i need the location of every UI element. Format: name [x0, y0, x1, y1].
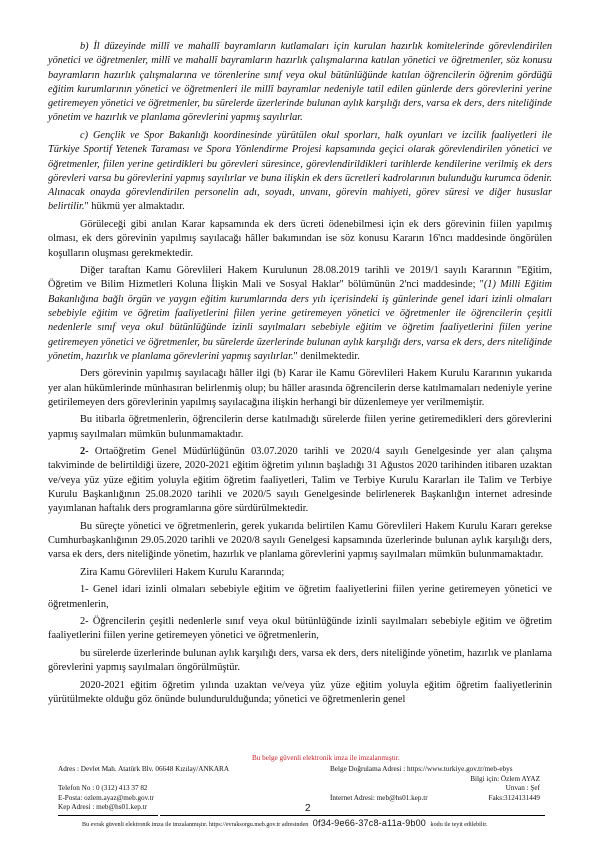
section-number: 2-: [80, 446, 89, 458]
paragraph-text: Diğer taraftan Kamu Görevlileri Hakem Kurulunun 28.08.2019 tarihli ve 2019/1 sayılı Kararının "Eğitim, Öğretim ve Bilim Hizmetleri Koluna İlişkin Mali ve Sosyal Haklar" bölümünün 2'nci maddesinde; ": [48, 265, 552, 291]
fax: Faks:3124131449: [488, 793, 540, 802]
paragraph-2020-2021: 2020-2021 eğitim öğretim yılında uzaktan ve/veya yüz yüze eğitim yoluyla eğitim öğretim faaliyetlerinin yürütülmekte olduğu göz önünde bulundurulduğunda; yönetici ve öğretmenlerin genel: [48, 679, 552, 706]
list-item-1: 1- Genel idari izinli olmaları sebebiyle eğitim ve öğretim faaliyetlerini fiilen yerine getiremeyen yönetici ve öğretmenlerin,: [48, 584, 552, 610]
list-item-2: 2- Öğrencilerin çeşitli nedenlerle sınıf veya okul bütünlüğünde izinli sayılmaları sebebiyle eğitim ve öğretim faaliyetlerini fiilen yerine getiremeyen yönetici ve öğretmenlerin,: [48, 616, 552, 642]
phone: Telefon No : 0 (312) 413 37 82: [58, 784, 148, 792]
paragraph-bu-surelerde: bu sürelerde üzerlerinde bulunan aylık karşılığı ders, varsa ek ders, ders niteliğinde yönetim, hazırlık ve planlama görevlerini yapmış sayılmaları öngörülmüştür.: [48, 647, 552, 674]
contact-title: Unvan : Şef: [505, 784, 540, 792]
internet-address: İnternet Adresi: meb@hs01.kep.tr: [330, 793, 428, 802]
paragraph-c-clause: [48, 129, 552, 215]
document-body: [48, 40, 552, 711]
paragraph-section-2: [48, 445, 552, 516]
signature-note: Bu belge güvenli elektronik imza ile imzalanmıştır.: [252, 754, 400, 762]
footer-divider-left: [58, 815, 158, 816]
paragraph-hakem-kurulu: [48, 264, 552, 364]
email: E-Posta: ozlem.ayaz@meb.gov.tr: [58, 793, 154, 802]
paragraph-text: Ortaöğretim Genel Müdürlüğünün 03.07.2020 tarihli ve 2020/4 sayılı Genelgesinde yer alan çalışma takviminde de belirtildiği üzere, 2020-2021 eğitim öğretim yılının başladığı 31 Ağustos 2020 tarihinden itibaren uzaktan ve/veya yüz yüze eğitim yoluyla eğitim öğretim faaliyetleri, Talim ve Terbiye Kurulu Kararları ile Talim ve Terbiye Kurulu Başkanlığının 25.08.2020 tarihli ve 2020/5 sayılı Genelgesinde belirlenerek Başkanlığın internet adresinde yayımlanan haftalık ders programlarına göre sürdürülmektedir.: [48, 446, 552, 515]
verification-code: 0f34-9e66-37c8-a11a-9b00: [312, 818, 427, 828]
contact-person: Bilgi için: Özlem AYAZ: [470, 774, 540, 783]
paragraph-ders-gorevi: Ders görevinin yapılmış sayılacağı hâller ilgi (b) Karar ile Kamu Görevlileri Hakem Kurulu Kararının yukarıda yer alan hükümlerinde münhasıran belirlenmiş olup; bu hâller arasında öğrencilerin derse katılmamaları nedeniyle yerine getirilemeyen ders görevlerinin yapılmış sayılacağına ilişkin herhangi bir düzenlemeye yer verilmemiştir.: [48, 368, 552, 408]
paragraph-zira: Zira Kamu Görevlileri Hakem Kurulu Kararında;: [80, 566, 285, 578]
verification-suffix: kodu ile teyit edilebilir.: [430, 822, 488, 828]
paragraph-b-clause: b) İl düzeyinde millî ve mahallî bayramların kutlamaları için kurulan hazırlık komitelerinde görevlendirilen yönetici ve öğretmenler, millî ve mahallî bayramların hazırlık çalışmalarına katılan yönetici ve öğretmenler, söz konusu bayramların hazırlık çalışmalarına ve törenlerine sınıf veya okul bütünlüğünde katılan öğrencilerin öğrenim gördüğü eğitim kurumlarının yönetici ve öğretmenleri ile millî bayramlar nedeniyle tatil edilen günlerde ders görevlerini yerine getiremeyen yönetici ve öğretmenler, bu sürelerde üzerlerinde bulunan aylık karşılığı ders, varsa ek ders, ders niteliğinde yönetim ve hazırlık ve planlama görevlerini yapmış sayılırlar.: [48, 41, 552, 124]
paragraph-bu-itibarla: Bu itibarla öğretmenlerin, öğrencilerin derse katılmadığı sürelerde fiilen yerine getiremedikleri ders görevlerini yapmış sayılmaları mümkün bulunmamaktadır.: [48, 414, 552, 440]
paragraph-text: " denilmektedir.: [293, 350, 360, 362]
verification-address: Belge Doğrulama Adresi : https://www.turkiye.gov.tr/meb-ebys: [330, 765, 513, 773]
verification-prefix: Bu evrak güvenli elektronik imza ile imzalanmıştır. https://evraksorgu.meb.gov.tr adresinden: [82, 822, 309, 828]
quoted-text: (1) Milli Eğitim Bakanlığına bağlı örgün ve yaygın eğitim kurumlarında ders yılı içerisindeki iş günlerinde genel idari izinli olmaları sebebiyle eğitim ve öğretim faaliyetlerini fiilen yerine getiremeyen yönetici ve öğretmenler ile öğrencilerin çeşitli nedenlerle sınıf veya okul bütünlüğünde izinli sayılmaları sebebiyle eğitim ve öğretim faaliyetlerini fiilen yerine getiremeyen yönetici ve öğretmenler, bu sürelerde üzerlerinde bulunan aylık karşılığı ders, varsa ek ders, ders niteliğinde yönetim, hazırlık ve planlama görevlerini yapmış sayılırlar.: [48, 279, 552, 362]
footer-divider: [160, 815, 545, 816]
footer-contact-left: [58, 765, 229, 813]
paragraph-conclusion: Görüleceği gibi anılan Karar kapsamında ek ders ücreti ödenebilmesi için ek ders görevinin fiilen yapılmış olması, ek ders görevinin yapılmış sayılacağı hâller bakımından ise söz konusu Kararın 16'ncı maddesinde öngörülen koşulların oluşması gerekmektedir.: [48, 218, 552, 259]
kep-address: Kep Adresi : meb@hs01.kep.tr: [58, 803, 148, 811]
address: Adres : Devlet Mah. Atatürk Blv. 06648 Kızılay/ANKARA: [58, 765, 230, 773]
footer-contact-right: [330, 765, 540, 803]
paragraph-text: " hükmü yer almaktadır.: [84, 201, 185, 213]
verification-note: [82, 818, 542, 828]
paragraph-bu-surecte: Bu süreçte yönetici ve öğretmenlerin, gerek yukarıda belirtilen Kamu Görevlileri Hakem Kurulu Kararı gerekse Cumhurbaşkanlığının 29.05.2020 tarihli ve 2020/8 sayılı Genelgesi kapsamında üzerlerinde bulunan aylık karşılığı ders, varsa ek ders, ders niteliğinde yönetim, hazırlık ve planlama görevlerini yapmış sayılmaları mümkün bulunmamaktadır.: [48, 520, 552, 561]
quoted-text: c) Gençlik ve Spor Bakanlığı koordinesinde yürütülen okul sporları, halk oyunları ve izcilik faaliyetleri ile Türkiye Sportif Yetenek Taraması ve Spora Yönlendirme Projesi kapsamında geçici olarak görevlendirilen yönetici ve öğretmenler, fiilen yerine getirdikleri bu görevleri süresince, görevlendirildikleri tarihlerde kendilerine verilmiş ek ders görevleri varsa bu görevlerini yapmış sayılırlar ve buna ilişkin ek ders ücretleri kadrolarının bulunduğu kurumca ödenir. Alınacak onayda görevlendirilen personelin adı, soyadı, unvanı, görevin mahiyeti, görev süresi ve diğer hususlar belirtilir.: [48, 129, 552, 213]
page-number: 2: [305, 803, 311, 814]
